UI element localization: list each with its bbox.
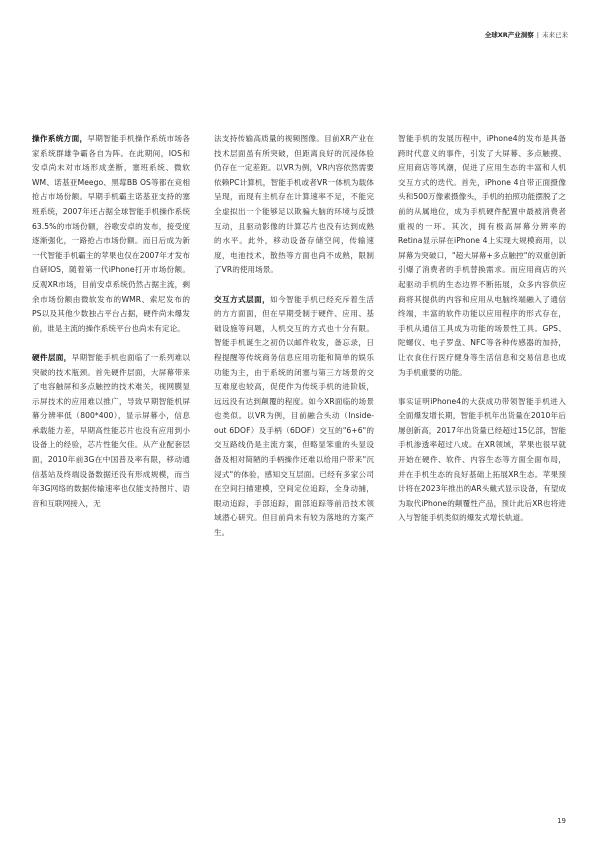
paragraph-body-growth: 事实证明iPhone4的大获成功带领智能手机进入全面爆发增长期，智能手机年出货量在2010年后屡创新高，2017年出货量已经超过15亿部，智能手机渗透率超过八成。在XR领域，苹果也很早就开始在硬件、软件、内容生态等方面全面布局，并在手机生态的良好基础上拓展XR生态。苹果预计将在2023年推出的AR头戴式显示设备，有望成为取代iPhone的颠覆性产品，预计此后XR也将进入与智能手机类似的爆发式增长轨道。 (398, 396, 566, 523)
header-report-title: 全球XR产业洞察 (484, 31, 534, 39)
text-column-2 (214, 132, 374, 555)
header-section-title: 未来已来 (542, 31, 568, 39)
paragraph-os (32, 132, 190, 336)
text-column-3 (398, 132, 566, 541)
paragraph-iphone4 (398, 132, 566, 380)
paragraph-heading-hardware: 硬件层面， (32, 352, 72, 362)
paragraph-heading-interaction: 交互方式层面， (214, 294, 271, 304)
running-header (485, 30, 568, 39)
paragraph-body-interaction: 如今智能手机已经充斥着生活的方方面面，但在早期受制于硬件、应用、基础设施等问题，人机交互的方式也十分有限。智能手机诞生之初仍以邮件收发，备忘录，日程提醒等传统商务信息应用功能和简单的娱乐功能为主，由于系统的闭塞与第三方场景的交互难度也较高，促使作为传统手机的进阶版，远远没有达到颠覆的程度。如今XR面临的场景也类似。以VR为例，目前融合头动（Inside-out 6DOF）及手柄（6DOF）交互的"6+6"的交互路线仍是主流方案，但略显笨重的头显设备及相对简陋的手柄操作还难以给用户带来"沉浸式"的体验，感知交互层面。已经有多家公司在空间扫描建模，空间定位追踪，全身动捕，眼动追踪，手部追踪，面部追踪等前沿技术领域潜心研究。但目前尚未有较为落地的方案产生。 (214, 294, 374, 538)
paragraph-body-iphone4: 智能手机的发展历程中，iPhone4的发布是具备跨时代意义的事件，引发了大屏幕、多点触摸、应用商店等风潮，促进了应用生态的丰富和人机交互方式的迭代。首先，iPhone 4自带正面摄像头和500万像素摄像头，手机的拍照功能摆脱了之前的从属地位，成为手机硬件配置中最被消费者重视的一环。其次，拥有极高屏幕分辨率的Retina显示屏在iPhone 4上实现大规模商用，以屏幕为突破口，"超大屏幕+多点触控"的双重创新引爆了消费者的手机替换需求。而应用商店的兴起驱动手机的生态边界不断拓展，众多内容供应商将其提供的内容和应用从电脑终端融入了通信终端，丰富的软件功能以应用程序的形式存在，手机从通信工具成为功能的场景性工具。GPS、陀螺仪、电子罗盘、NFC等各种传感器的加持，让衣食住行医疗健身等生活信息和交易信息也成为手机重要的功能。 (398, 134, 566, 377)
paragraph-hardware-continued (214, 132, 374, 278)
paragraph-body-os: 早期智能手机操作系统市场各家系统群雄争霸各自为阵。在此期间，IOS和安卓尚未对市场形成垄断，塞班系统、微软WM、诺基亚Meego、黑莓BB OS等都在竞相抢占市场份额。早期手机霸主诺基亚支持的塞班系统，2007年还占据全球智能手机操作系统63.5%的市场份额，谷歌安卓的发布，接受度逐渐强化，一路抢占市场份额。而日后成为新一代智能手机霸主的苹果也仅在2007年才发布自研IOS，随着第一代iPhone打开市场份额。反观XR市场，目前安卓系统仍然占据主流，剩余市场份额由微软发布的WMR、索尼发布的PS以及其他少数独占平台占据，硬件尚未爆发前，谁是主流的操作系统平台也尚未有定论。 (32, 134, 190, 333)
paragraph-growth (398, 395, 566, 526)
paragraph-heading-os: 操作系统方面， (32, 134, 88, 143)
page-number: 19 (557, 817, 566, 825)
text-column-1 (32, 132, 190, 526)
header-separator: | (536, 31, 539, 39)
paragraph-body-hardware-continued: 法支持传输高质量的视频图像。目前XR产业在技术层面虽有所突破，但距离良好的沉浸体验仍存在一定差距。以VR为例，VR内容依然需要依赖PC计算机，智能手机或者VR一体机为载体呈现，而现有主机存在计算速率不足，不能完全虚拟出一个能够足以欺骗大脑的环境与反馈互动，且驱动影像的计算芯片也没有达到成熟的水平。此外，移动设备存储空间，传输速度，电池技术，散热等方面也尚不成熟，限制了VR的使用场景。 (214, 134, 374, 275)
paragraph-hardware (32, 351, 190, 512)
paragraph-interaction (214, 293, 374, 541)
paragraph-body-hardware: 早期智能手机也面临了一系列难以突破的技术瓶颈。首先硬件层面，大屏幕带来了电容触屏和多点触控的技术难关，视网膜显示屏技术的应用难以推广，导致早期智能机屏幕分辨率低（800*400），显示屏幕小，信息承载能力差，早期高性能芯片也没有应用到小设备上的经验，芯片性能欠佳。从产业配套层面，2010年前3G在中国普及率有限，移动通信基站及终端设备数据还没有形成规模，而当年3G网络的数据传输速率也仅能支持图片、语音和互联网接入，无 (32, 352, 191, 508)
